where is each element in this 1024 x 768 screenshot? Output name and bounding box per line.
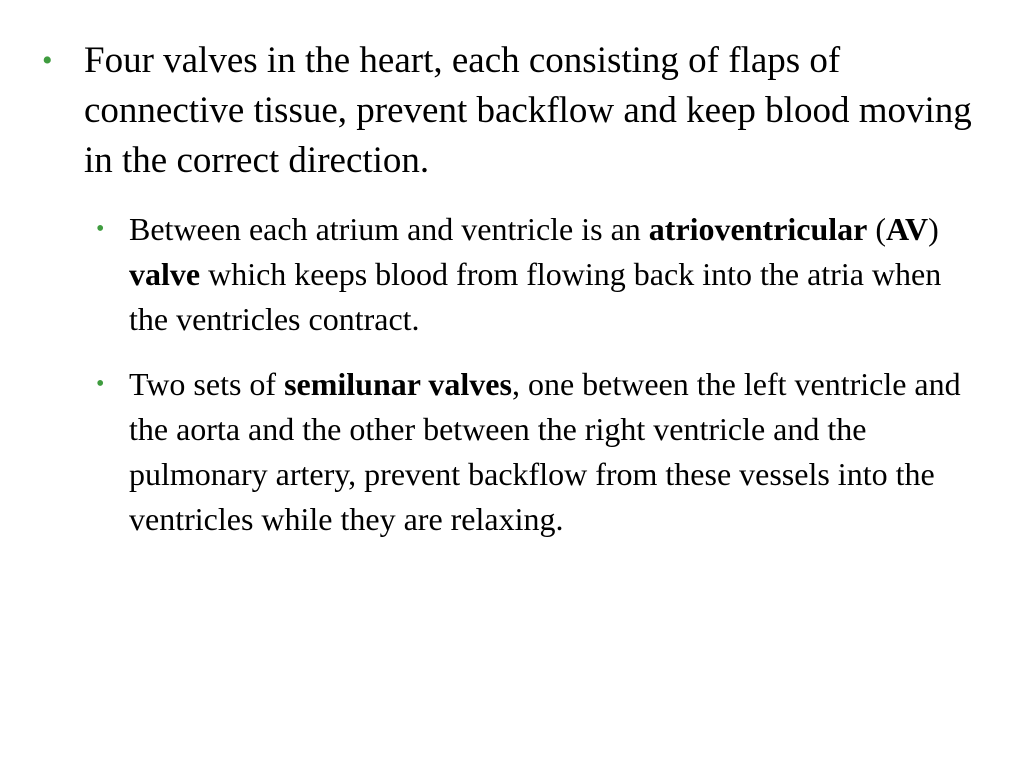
term-semilunar-valves: semilunar valves [284,366,512,402]
text-segment: which keeps blood from flowing back into the atria when the ventricles contract. [129,256,942,337]
main-bullet-point [42,36,982,186]
sub-point-text [129,207,976,342]
bullet-icon: • [96,216,105,242]
main-point-text: Four valves in the heart, each consisting of flaps of connective tissue, prevent backflow and keep blood moving in the correct direction. [84,40,972,181]
text-segment: Between each atrium and ventricle is an [129,211,649,247]
term-atrioventricular: atrioventricular [648,211,868,247]
sub-bullet-av-valve [96,207,976,342]
text-segment: , one between the left ventricle and the aorta and the other between the right ventricle and the pulmonary artery, prevent backflow from these vessels into the ventricles while they are relaxing. [129,366,961,537]
bullet-icon: • [42,44,53,77]
bullet-icon: • [96,371,105,397]
term-av: AV [886,211,929,247]
text-segment: ) [928,211,939,247]
sub-point-text [129,362,976,542]
sub-bullet-semilunar-valves [96,362,976,542]
term-valve: valve [129,256,201,292]
text-segment: Two sets of [129,366,285,402]
text-segment: ( [867,211,887,247]
